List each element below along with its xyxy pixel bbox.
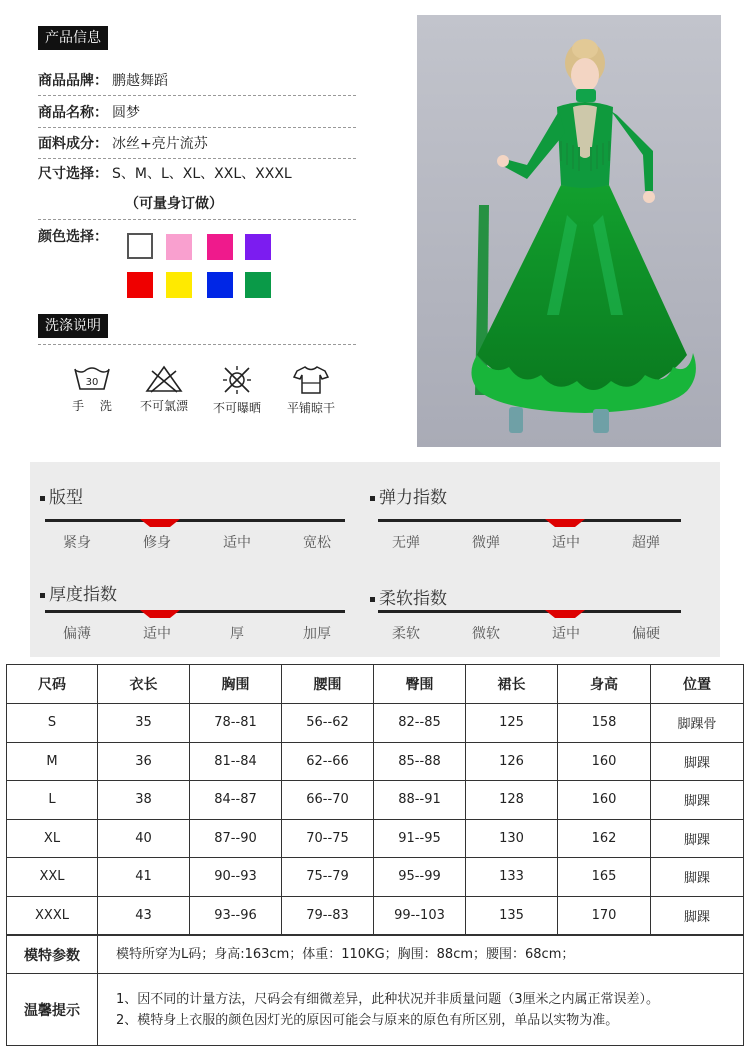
scale-option: 微弹 — [472, 535, 500, 551]
no-sun-dry-icon — [217, 365, 257, 395]
care-label-no-sun: 不可曝晒 — [212, 401, 261, 415]
table-cell: 99--103 — [374, 896, 466, 935]
table-row — [7, 896, 744, 935]
model-params-text: 模特所穿为L码；身高:163cm；体重：110KG；胸围：88cm；腰围：68cm； — [98, 936, 744, 974]
color-swatch-rose[interactable] — [207, 234, 233, 260]
table-cell: 35 — [98, 704, 190, 743]
table-cell: 160 — [558, 742, 651, 781]
table-cell: 128 — [466, 781, 558, 820]
care-label-flat-dry: 平铺晾干 — [286, 401, 335, 415]
scale-option: 适中 — [223, 535, 251, 551]
bullet-square-icon — [370, 597, 375, 602]
table-cell: 158 — [558, 704, 651, 743]
scale-title-fit — [40, 483, 83, 508]
custom-note: （可量身订做） — [125, 196, 223, 212]
header-cell: 腰围 — [282, 665, 374, 704]
table-row — [7, 781, 744, 820]
product-info-heading: 产品信息 — [38, 26, 108, 50]
table-cell: 95--99 — [374, 858, 466, 897]
divider — [38, 344, 356, 345]
scale-title-elastic-text: 弹力指数 — [379, 488, 447, 508]
table-cell: XXL — [7, 858, 98, 897]
divider — [38, 219, 356, 220]
flat-dry-icon — [291, 365, 331, 395]
model-params-row — [7, 936, 744, 974]
care-flat-dry — [281, 365, 341, 416]
size-value: S、M、L、XL、XXL、XXXL — [112, 166, 292, 182]
table-cell: 43 — [98, 896, 190, 935]
size-table-header — [7, 665, 744, 704]
header-cell: 胸围 — [190, 665, 282, 704]
model-params-label: 模特参数 — [7, 936, 98, 974]
scale-marker-elastic — [545, 519, 585, 527]
notes-table — [6, 935, 744, 1046]
wash-heading: 洗涤说明 — [38, 314, 108, 338]
table-cell: 41 — [98, 858, 190, 897]
color-swatch-blue[interactable] — [207, 272, 233, 298]
table-cell: 135 — [466, 896, 558, 935]
table-row — [7, 858, 744, 897]
scale-title-thickness — [40, 580, 117, 605]
table-cell: 脚踝 — [651, 742, 744, 781]
table-row — [7, 742, 744, 781]
brand-value: 鹏越舞蹈 — [112, 73, 168, 89]
scale-marker-thickness — [140, 610, 180, 618]
hand-wash-30-icon — [72, 365, 112, 393]
tip-line-1: 1、因不同的计量方法，尺码会有细微差异，此种状况并非质量问题（3厘米之内属正常误差）。 — [116, 991, 660, 1007]
scale-bar-elastic — [378, 519, 681, 522]
table-cell: 170 — [558, 896, 651, 935]
header-cell: 尺码 — [7, 665, 98, 704]
table-cell: L — [7, 781, 98, 820]
scale-option: 偏硬 — [632, 626, 660, 642]
scale-title-elastic — [370, 483, 447, 508]
table-cell: XXXL — [7, 896, 98, 935]
tips-row — [7, 974, 744, 1046]
product-photo — [417, 15, 721, 447]
color-swatch-green[interactable] — [245, 272, 271, 298]
table-cell: 56--62 — [282, 704, 374, 743]
table-cell: 脚踝 — [651, 819, 744, 858]
table-cell: 82--85 — [374, 704, 466, 743]
scale-title-fit-text: 版型 — [49, 488, 83, 508]
table-cell: 91--95 — [374, 819, 466, 858]
color-label: 颜色选择： — [38, 229, 108, 245]
header-cell: 位置 — [651, 665, 744, 704]
dress-model-image — [417, 15, 721, 447]
scale-marker-fit — [140, 519, 180, 527]
scale-option-selected: 修身 — [143, 535, 171, 551]
header-cell: 裙长 — [466, 665, 558, 704]
color-swatch-purple[interactable] — [245, 234, 271, 260]
table-cell: 126 — [466, 742, 558, 781]
table-cell: 133 — [466, 858, 558, 897]
scale-option: 厚 — [230, 626, 244, 642]
name-value: 圆梦 — [112, 105, 140, 121]
table-cell: 38 — [98, 781, 190, 820]
table-cell: 85--88 — [374, 742, 466, 781]
table-cell: 36 — [98, 742, 190, 781]
table-cell: 90--93 — [190, 858, 282, 897]
scale-title-softness — [370, 584, 447, 609]
table-cell: 66--70 — [282, 781, 374, 820]
table-cell: 84--87 — [190, 781, 282, 820]
table-cell: 81--84 — [190, 742, 282, 781]
color-swatch-white[interactable] — [127, 233, 153, 259]
scale-option: 偏薄 — [63, 626, 91, 642]
table-cell: 40 — [98, 819, 190, 858]
table-cell: 脚踝 — [651, 781, 744, 820]
table-cell: 93--96 — [190, 896, 282, 935]
care-label-hand-wash: 手 洗 — [72, 399, 112, 413]
table-cell: 脚踝 — [651, 858, 744, 897]
table-cell: M — [7, 742, 98, 781]
size-table — [6, 664, 744, 935]
table-row — [7, 704, 744, 743]
scale-option: 加厚 — [303, 626, 331, 642]
scale-title-thickness-text: 厚度指数 — [49, 585, 117, 605]
tips-text — [98, 974, 744, 1046]
tips-label: 温馨提示 — [7, 974, 98, 1046]
scale-option: 无弹 — [392, 535, 420, 551]
table-cell: 165 — [558, 858, 651, 897]
fabric-label: 面料成分： — [38, 136, 108, 152]
table-cell: 87--90 — [190, 819, 282, 858]
wash-temp: 30 — [85, 377, 99, 388]
scale-option: 宽松 — [303, 535, 331, 551]
fabric-row — [38, 129, 356, 159]
table-cell: 脚踝骨 — [651, 704, 744, 743]
color-swatch-yellow[interactable] — [166, 272, 192, 298]
bullet-square-icon — [40, 496, 45, 501]
care-no-bleach — [134, 365, 194, 414]
table-cell: 160 — [558, 781, 651, 820]
scale-option: 柔软 — [392, 626, 420, 642]
table-row — [7, 819, 744, 858]
scale-marker-softness — [545, 610, 585, 618]
color-swatch-red[interactable] — [127, 272, 153, 298]
header-cell: 身高 — [558, 665, 651, 704]
care-no-sun — [207, 365, 267, 416]
scale-bar-thickness — [45, 610, 345, 613]
header-cell: 臀围 — [374, 665, 466, 704]
scale-bar-fit — [45, 519, 345, 522]
color-swatch-light-pink[interactable] — [166, 234, 192, 260]
table-cell: 62--66 — [282, 742, 374, 781]
scale-option-selected: 适中 — [552, 626, 580, 642]
no-bleach-icon — [144, 365, 184, 393]
table-cell: 脚踝 — [651, 896, 744, 935]
bullet-square-icon — [40, 593, 45, 598]
scale-option-selected: 适中 — [143, 626, 171, 642]
scale-option-selected: 适中 — [552, 535, 580, 551]
care-hand-wash — [62, 365, 122, 414]
scale-bar-softness — [378, 610, 681, 613]
bullet-square-icon — [370, 496, 375, 501]
brand-label: 商品品牌： — [38, 73, 108, 89]
scale-option: 紧身 — [63, 535, 91, 551]
scale-option: 微软 — [472, 626, 500, 642]
name-row — [38, 98, 356, 128]
table-cell: 88--91 — [374, 781, 466, 820]
table-cell: S — [7, 704, 98, 743]
table-cell: 78--81 — [190, 704, 282, 743]
table-cell: 70--75 — [282, 819, 374, 858]
care-label-no-bleach: 不可氯漂 — [139, 399, 188, 413]
name-label: 商品名称： — [38, 105, 108, 121]
table-cell: 79--83 — [282, 896, 374, 935]
scale-title-softness-text: 柔软指数 — [379, 589, 447, 609]
brand-row — [38, 66, 356, 96]
table-cell: XL — [7, 819, 98, 858]
table-cell: 162 — [558, 819, 651, 858]
header-cell: 衣长 — [98, 665, 190, 704]
size-label: 尺寸选择： — [38, 166, 108, 182]
size-row — [38, 159, 356, 189]
table-cell: 125 — [466, 704, 558, 743]
tip-line-2: 2、模特身上衣服的颜色因灯光的原因可能会与原来的原色有所区别，单品以实物为准。 — [116, 1012, 619, 1028]
scale-option: 超弹 — [632, 535, 660, 551]
table-cell: 75--79 — [282, 858, 374, 897]
table-cell: 130 — [466, 819, 558, 858]
fabric-value: 冰丝+亮片流苏 — [112, 136, 208, 152]
